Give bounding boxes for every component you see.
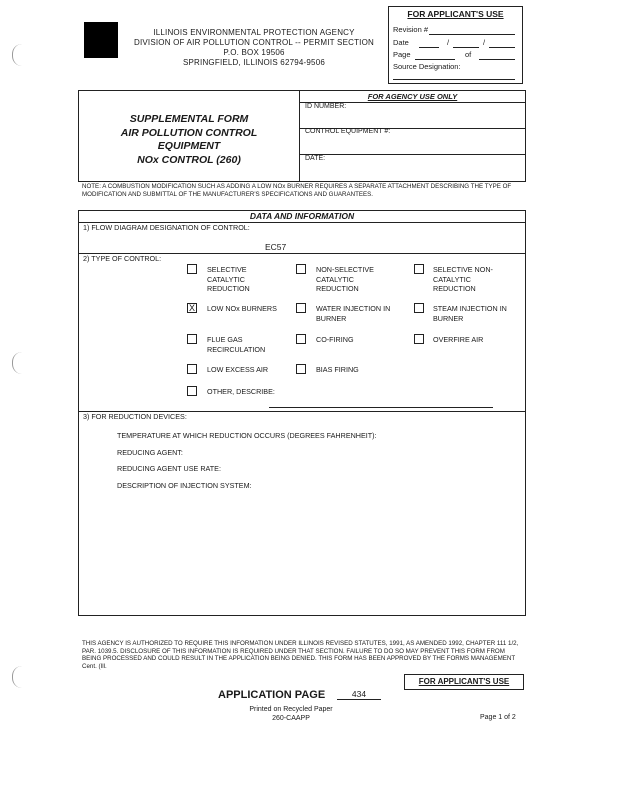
checkbox-water-injection[interactable]: [296, 303, 306, 313]
applicant-use-footer: FOR APPLICANT'S USE: [404, 674, 524, 690]
legal-notice: THIS AGENCY IS AUTHORIZED TO REQUIRE THIS INFORMATION UNDER ILLINOIS REVISED STATUTES, 1991, AS AMENDED 1992, CHAPTER 111 1/2, PAR. 1039.5. DISCLOSURE OF THIS INFORMATION IS REQUIRED UNDER THAT SECTION. FAILURE TO DO SO MAY PREVENT THIS FORM FROM BEING PROCESSED AND COULD RESULT IN THE APPLICATION BEING DENIED. THIS FORM HAS BEEN APPROVED BY THE FORMS MANAGEMENT Cent. (Ill.: [82, 640, 519, 670]
date-year-field[interactable]: [489, 47, 515, 48]
q3-temperature-label: TEMPERATURE AT WHICH REDUCTION OCCURS (DEGREES FAHRENHEIT):: [117, 431, 377, 440]
of-field[interactable]: [479, 59, 515, 60]
checkbox-steam-injection[interactable]: [414, 303, 424, 313]
agency-logo: [84, 22, 118, 58]
checkbox-low-nox[interactable]: X: [188, 303, 195, 313]
option-other-label: OTHER, DESCRIBE:: [207, 387, 275, 396]
option-flue-gas-label: FLUE GAS RECIRCULATION: [207, 335, 266, 354]
id-number-field[interactable]: [300, 103, 525, 129]
form-code: 260-CAAPP: [272, 715, 310, 722]
application-page-label: APPLICATION PAGE: [218, 689, 326, 701]
source-designation-field[interactable]: [393, 79, 515, 80]
agency-name: ILLINOIS ENVIRONMENTAL PROTECTION AGENCY: [153, 28, 355, 37]
page-number: Page 1 of 2: [480, 714, 516, 721]
option-bias-firing-label: BIAS FIRING: [316, 365, 359, 374]
source-designation-label: Source Designation:: [393, 62, 461, 71]
agency-city: SPRINGFIELD, ILLINOIS 62794-9506: [182, 58, 326, 67]
checkbox-scr[interactable]: [187, 264, 197, 274]
agency-date-field[interactable]: [300, 155, 525, 181]
title-line: SUPPLEMENTAL FORM: [129, 113, 249, 125]
punch-hole-mark: [12, 666, 23, 688]
print-info: [228, 705, 354, 723]
application-page-number[interactable]: 434: [337, 689, 381, 700]
option-water-injection-label: WATER INJECTION IN BURNER: [316, 304, 391, 323]
title-cell: [79, 91, 300, 181]
title-line: EQUIPMENT: [157, 140, 221, 152]
option-low-excess-air-label: LOW EXCESS AIR: [207, 365, 269, 374]
revision-field[interactable]: [429, 34, 515, 35]
checkbox-bias-firing[interactable]: [296, 364, 306, 374]
option-low-nox-label: LOW NOx BURNERS: [207, 304, 277, 313]
title-line: AIR POLLUTION CONTROL: [120, 126, 258, 139]
control-equipment-field[interactable]: [300, 129, 525, 155]
applicant-use-box: [388, 6, 523, 84]
checkbox-low-excess-air[interactable]: [187, 364, 197, 374]
date-label: Date: [393, 38, 409, 47]
note-text: NOTE: A COMBUSTION MODIFICATION SUCH AS ADDING A LOW NOx BURNER REQUIRES A SEPARATE ATTACHMENT DESCRIBING THE TYPE OF MODIFICATION AND SUBMITTAL OF THE MANUFACTURER'S SPECIFICATIONS AND GUARANTEES.: [82, 183, 512, 198]
id-number-label: ID NUMBER:: [305, 103, 347, 110]
applicant-use-header: FOR APPLICANT'S USE: [407, 9, 504, 19]
checkbox-other[interactable]: [187, 386, 197, 396]
q3-injection-system-label: DESCRIPTION OF INJECTION SYSTEM:: [117, 481, 252, 490]
date-separator: /: [483, 38, 486, 47]
agency-date-label: DATE:: [305, 155, 326, 162]
checkbox-co-firing[interactable]: [296, 334, 306, 344]
option-sncr-label: SELECTIVE NON-CATALYTIC REDUCTION: [433, 265, 493, 293]
form-title-box: [78, 90, 526, 182]
agency-use-header: FOR AGENCY USE ONLY: [300, 91, 525, 103]
title-line: NOx CONTROL (260): [137, 153, 241, 166]
punch-hole-mark: [12, 352, 23, 374]
checkbox-overfire-air[interactable]: [414, 334, 424, 344]
form-title: [79, 113, 299, 167]
option-scr-label: SELECTIVE CATALYTIC REDUCTION: [207, 265, 250, 293]
checkbox-nscr[interactable]: [296, 264, 306, 274]
date-separator: /: [447, 38, 450, 47]
q3-use-rate-label: REDUCING AGENT USE RATE:: [117, 464, 221, 473]
q3-label: 3) FOR REDUCTION DEVICES:: [83, 412, 187, 421]
option-co-firing-label: CO-FIRING: [316, 335, 354, 344]
q3-reducing-agent-label: REDUCING AGENT:: [117, 448, 183, 457]
q2-label: 2) TYPE OF CONTROL:: [83, 254, 162, 263]
agency-division: DIVISION OF AIR POLLUTION CONTROL -- PERMIT SECTION: [133, 38, 374, 47]
punch-hole-mark: [12, 44, 23, 66]
q1-value[interactable]: EC57: [265, 242, 287, 252]
agency-pobox: P.O. BOX 19506: [223, 48, 285, 57]
recycled-paper-text: Printed on Recycled Paper: [249, 706, 333, 713]
option-steam-injection-label: STEAM INJECTION IN BURNER: [433, 304, 507, 323]
checkbox-flue-gas[interactable]: [187, 334, 197, 344]
page-label: Page: [393, 50, 411, 59]
page-field[interactable]: [415, 59, 455, 60]
date-day-field[interactable]: [453, 47, 479, 48]
option-overfire-air-label: OVERFIRE AIR: [433, 335, 484, 344]
agency-address: [120, 28, 388, 68]
revision-label: Revision #: [393, 25, 429, 34]
q1-label: 1) FLOW DIAGRAM DESIGNATION OF CONTROL:: [83, 223, 250, 232]
other-describe-field[interactable]: [269, 407, 493, 408]
date-month-field[interactable]: [419, 47, 439, 48]
data-information-header: DATA AND INFORMATION: [79, 211, 525, 223]
option-nscr-label: NON-SELECTIVE CATALYTIC REDUCTION: [316, 265, 374, 293]
data-information-box: [78, 210, 526, 616]
control-equipment-label: CONTROL EQUIPMENT #:: [305, 128, 391, 135]
checkbox-sncr[interactable]: [414, 264, 424, 274]
of-label: of: [465, 50, 472, 59]
